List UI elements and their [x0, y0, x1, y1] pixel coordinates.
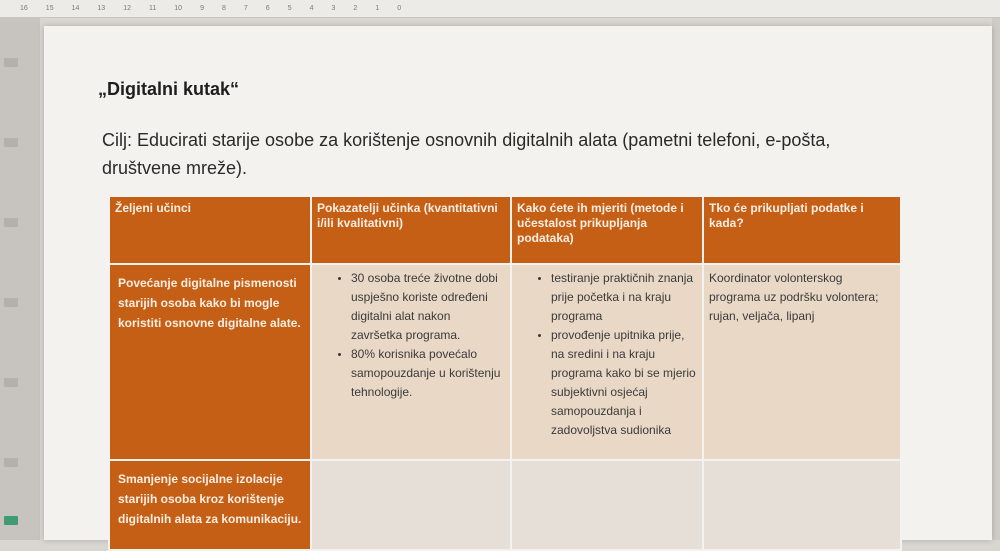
table-row — [109, 264, 901, 460]
thumbnail-marker[interactable] — [4, 138, 18, 147]
ruler-tick: 14 — [71, 5, 80, 12]
thumbnail-marker[interactable] — [4, 378, 18, 387]
ruler-tick: 4 — [309, 5, 314, 12]
header-methods[interactable]: Kako ćete ih mjeriti (metode i učestalost prikupljanja podataka) — [511, 196, 703, 264]
table-header-row — [109, 196, 901, 264]
thumbnail-marker[interactable] — [4, 298, 18, 307]
ruler-tick: 10 — [174, 5, 183, 12]
indicators-cell[interactable] — [311, 264, 511, 460]
list-item: • testiranje praktičnih znanja prije početka i na kraju programa — [551, 269, 697, 326]
indicators-list — [317, 269, 505, 402]
empty-cell[interactable] — [311, 460, 511, 550]
ruler-tick: 12 — [123, 5, 131, 12]
ruler-tick: 8 — [221, 5, 226, 12]
ruler-tick: 15 — [45, 5, 54, 12]
empty-cell[interactable] — [703, 460, 901, 550]
ruler-tick: 7 — [243, 5, 248, 12]
ruler-tick: 2 — [353, 5, 358, 12]
header-who-when[interactable]: Tko će prikupljati podatke i kada? — [703, 196, 901, 264]
effect-cell[interactable]: Povećanje digitalne pismenosti starijih osoba kako bi mogle koristiti osnovne digitalne alate. — [109, 264, 311, 460]
slide-thumbnail-strip[interactable] — [0, 18, 40, 540]
list-item: • provođenje upitnika prije, na sredini i na kraju programa kako bi se mjerio subjektivni osjećaj samopouzdanja i zadovoljstva sudionika — [551, 326, 697, 440]
goal-paragraph: Cilj: Educirati starije osobe za korištenje osnovnih digitalnih alata (pametni telefoni, e-pošta, društvene mreže). — [102, 130, 831, 178]
methods-cell[interactable] — [511, 264, 703, 460]
scrollbar[interactable] — [992, 18, 1000, 540]
who-cell[interactable]: Koordinator volonterskog programa uz podršku volontera; rujan, veljača, lipanj — [703, 264, 901, 460]
list-item: • 30 osoba treće životne dobi uspješno koriste određeni digitalni alat nakon završetka programa. — [351, 269, 505, 345]
effect-cell[interactable]: Smanjenje socijalne izolacije starijih osoba kroz korištenje digitalnih alata za komunikaciju. — [109, 460, 311, 550]
ruler-tick: 16 — [20, 5, 28, 12]
status-indicator[interactable] — [4, 516, 18, 525]
ruler-tick: 1 — [375, 5, 380, 12]
ruler-tick: 0 — [397, 5, 402, 12]
table-row — [109, 460, 901, 550]
methods-list — [517, 269, 697, 440]
thumbnail-marker[interactable] — [4, 58, 18, 67]
page-title: „Digitalni kutak“ — [98, 79, 240, 99]
horizontal-ruler[interactable] — [0, 0, 1000, 18]
header-desired-effects[interactable]: Željeni učinci — [109, 196, 311, 264]
thumbnail-marker[interactable] — [4, 458, 18, 467]
list-item: • 80% korisnika povećalo samopouzdanje u korištenju tehnologije. — [351, 345, 505, 402]
ruler-tick: 6 — [265, 5, 270, 12]
ruler-tick: 13 — [97, 5, 106, 12]
ruler-tick: 3 — [331, 5, 336, 12]
ruler-tick: 5 — [287, 5, 292, 12]
evaluation-table[interactable] — [108, 195, 902, 551]
empty-cell[interactable] — [511, 460, 703, 550]
ruler-tick: 9 — [200, 5, 204, 12]
thumbnail-marker[interactable] — [4, 218, 18, 227]
ruler-tick: 11 — [148, 5, 157, 12]
header-indicators[interactable]: Pokazatelji učinka (kvantitativni i/ili kvalitativni) — [311, 196, 511, 264]
document-page[interactable] — [44, 26, 992, 540]
